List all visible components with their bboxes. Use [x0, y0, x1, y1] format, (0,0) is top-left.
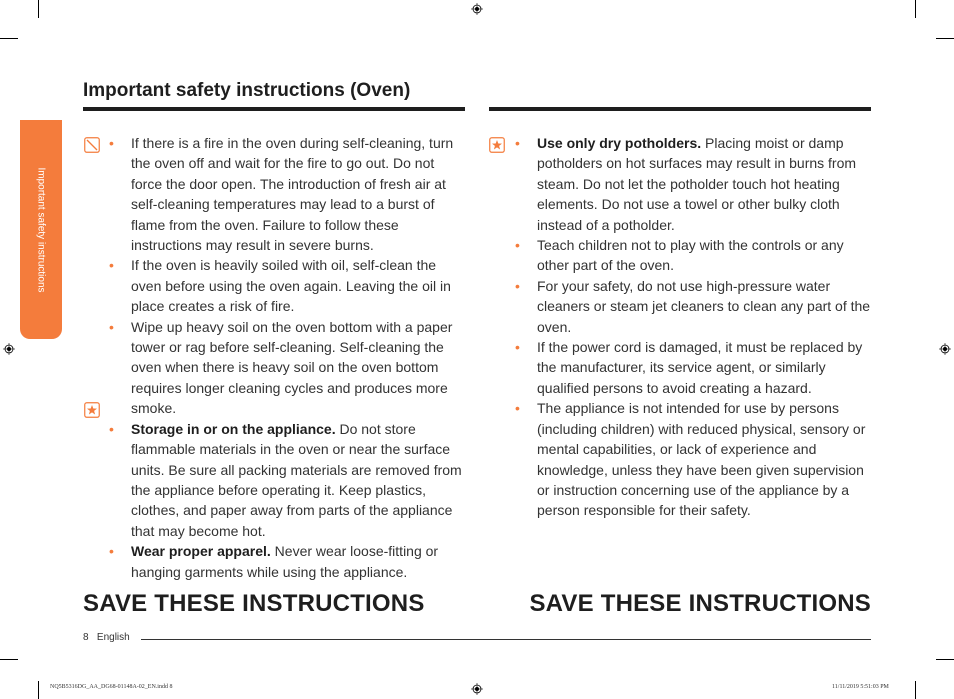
general-safety-list — [513, 133, 871, 521]
heading-rule-right — [489, 107, 871, 111]
crop-mark — [915, 681, 916, 699]
list-item: • Wipe up heavy soil on the oven bottom with a paper tower or rag before self-cleaning. Self-cleaning the oven when there is heavy soil on the oven bottom requires longer cleaning cycles and produces more smoke. — [107, 317, 465, 419]
footer-rule — [141, 639, 871, 640]
registration-mark-icon — [3, 343, 15, 355]
registration-mark-icon — [471, 683, 483, 695]
fire-safety-list — [107, 133, 465, 582]
page-footer — [83, 632, 130, 643]
save-instructions-right: SAVE THESE INSTRUCTIONS — [529, 590, 871, 617]
prohibited-icon — [84, 137, 100, 153]
side-tab-label: Important safety instructions — [35, 166, 47, 293]
list-item — [513, 133, 871, 235]
right-column — [513, 133, 871, 521]
save-instructions-left: SAVE THESE INSTRUCTIONS — [83, 590, 425, 617]
slug-filename: NQ5B5316DG_AA_DG68-01148A-02_EN.indd 8 — [50, 684, 173, 690]
left-column — [107, 133, 465, 582]
item-text: Never wear loose-fitting or hanging garments while using the appliance. — [131, 543, 439, 580]
list-item — [107, 419, 465, 541]
item-text: Placing moist or damp potholders on hot surfaces may result in burns from steam. Do not let the potholder touch hot heating elements. Do not use a towel or other bulky cloth instead of a potholder. — [537, 135, 857, 233]
list-item: • For your safety, do not use high-pressure water cleaners or steam jet cleaners to clean any part of the oven. — [513, 276, 871, 337]
star-icon — [84, 402, 100, 418]
crop-mark — [936, 38, 954, 39]
heading-rule-left — [83, 107, 465, 111]
list-item: • The appliance is not intended for use by persons (including children) with reduced physical, sensory or mental capabilities, or lack of experience and knowledge, unless they have been given supervision or instruction concerning use of the appliance by a person responsible for their safety. — [513, 398, 871, 520]
item-text: Do not store flammable materials in the oven or near the surface units. Be sure all packing materials are removed from the appliance before operating it. Keep plastics, clothes, and paper away from parts of the appliance that may become hot. — [131, 420, 462, 539]
crop-mark — [0, 38, 18, 39]
page-title: Important safety instructions (Oven) — [83, 80, 411, 101]
list-item: • Teach children not to play with the controls or any other part of the oven. — [513, 235, 871, 276]
list-item: • If the power cord is damaged, it must be replaced by the manufacturer, its service agent, or similarly qualified persons to avoid creating a hazard. — [513, 337, 871, 398]
crop-mark — [0, 659, 18, 660]
list-item — [107, 541, 465, 582]
crop-mark — [936, 659, 954, 660]
crop-mark — [38, 681, 39, 699]
item-lead: Use only dry potholders. — [537, 135, 702, 151]
item-lead: Storage in or on the appliance. — [131, 420, 336, 437]
list-item: • If there is a fire in the oven during self-cleaning, turn the oven off and wait for the fire to go out. Do not force the door open. The introduction of fresh air at self-cleaning temperatures may lead to a burst of flame from the oven. Failure to follow these instructions may result in severe burns. — [107, 133, 465, 255]
crop-mark — [915, 0, 916, 18]
registration-mark-icon — [939, 343, 951, 355]
item-lead: Wear proper apparel. — [131, 543, 271, 560]
registration-mark-icon — [471, 3, 483, 15]
list-item: • If the oven is heavily soiled with oil, self-clean the oven before using the oven again. Leaving the oil in place creates a risk of fire. — [107, 255, 465, 316]
page-language: English — [96, 632, 130, 643]
slug-date: 11/11/2019 5:51:03 PM — [832, 684, 889, 690]
section-side-tab — [20, 120, 62, 339]
star-icon — [489, 137, 505, 153]
crop-mark — [38, 0, 39, 18]
page-number: 8 — [83, 632, 89, 643]
